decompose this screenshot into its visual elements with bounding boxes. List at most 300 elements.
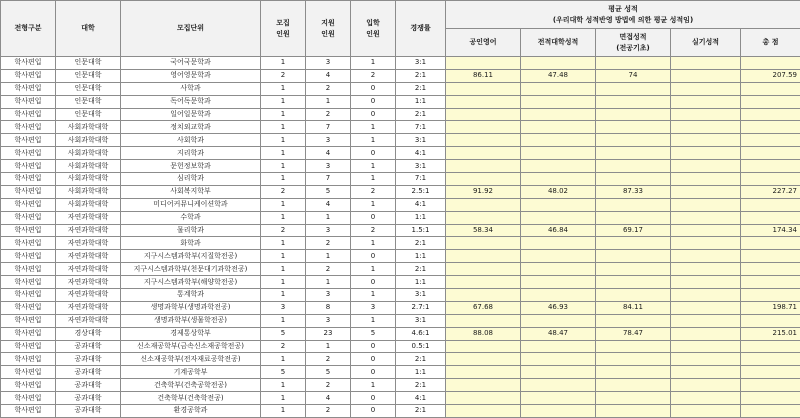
cell-unit: 물리학과 [121, 224, 261, 237]
cell-type: 학사편입 [1, 82, 56, 95]
cell-type: 학사편입 [1, 263, 56, 276]
cell-english [446, 198, 521, 211]
table-row [1, 69, 800, 82]
cell-ratio: 2:1 [396, 405, 446, 418]
table-row [1, 95, 800, 108]
cell-ratio: 2:1 [396, 108, 446, 121]
cell-english [446, 147, 521, 160]
cell-apply: 1 [306, 250, 351, 263]
cell-apply: 4 [306, 198, 351, 211]
cell-english [446, 314, 521, 327]
cell-interview [596, 108, 671, 121]
table-row [1, 121, 800, 134]
cell-unit: 지구시스템과학부(지질학전공) [121, 250, 261, 263]
cell-total [741, 108, 800, 121]
cell-practical [671, 121, 741, 134]
cell-ratio: 1:1 [396, 95, 446, 108]
cell-total [741, 250, 800, 263]
cell-admit: 1 [351, 289, 396, 302]
cell-total [741, 392, 800, 405]
cell-ratio: 2:1 [396, 69, 446, 82]
cell-unit: 지구시스템과학부(해양학전공) [121, 276, 261, 289]
cell-interview: 84.11 [596, 301, 671, 314]
cell-total: 198.71 [741, 301, 800, 314]
cell-total [741, 340, 800, 353]
cell-apply: 5 [306, 185, 351, 198]
header-ratio: 경쟁률 [396, 1, 446, 57]
cell-recruit: 1 [261, 392, 306, 405]
cell-unit: 독어독문학과 [121, 95, 261, 108]
cell-unit: 생명과학부(생명과학전공) [121, 301, 261, 314]
cell-practical [671, 57, 741, 70]
table-row [1, 314, 800, 327]
cell-total: 215.01 [741, 327, 800, 340]
cell-type: 학사편입 [1, 289, 56, 302]
cell-admit: 1 [351, 160, 396, 173]
cell-type: 학사편입 [1, 366, 56, 379]
cell-recruit: 1 [261, 198, 306, 211]
cell-apply: 7 [306, 121, 351, 134]
cell-type: 학사편입 [1, 224, 56, 237]
cell-prev-grade [521, 263, 596, 276]
cell-admit: 1 [351, 263, 396, 276]
cell-admit: 5 [351, 327, 396, 340]
cell-type: 학사편입 [1, 340, 56, 353]
cell-prev-grade [521, 353, 596, 366]
cell-interview [596, 198, 671, 211]
cell-unit: 수학과 [121, 211, 261, 224]
cell-apply: 3 [306, 314, 351, 327]
header-english: 공인영어 [446, 29, 521, 57]
cell-ratio: 3:1 [396, 314, 446, 327]
cell-english [446, 108, 521, 121]
cell-english [446, 237, 521, 250]
cell-practical [671, 185, 741, 198]
cell-admit: 0 [351, 82, 396, 95]
cell-interview [596, 289, 671, 302]
cell-college: 자연과학대학 [56, 211, 121, 224]
header-recruit: 모집 인원 [261, 1, 306, 57]
cell-apply: 3 [306, 57, 351, 70]
cell-practical [671, 108, 741, 121]
cell-recruit: 1 [261, 121, 306, 134]
cell-college: 자연과학대학 [56, 289, 121, 302]
cell-english [446, 57, 521, 70]
cell-admit: 0 [351, 95, 396, 108]
cell-unit: 생명과학부(생물학전공) [121, 314, 261, 327]
cell-practical [671, 250, 741, 263]
cell-practical [671, 95, 741, 108]
table-row [1, 353, 800, 366]
cell-college: 공과대학 [56, 379, 121, 392]
table-row [1, 301, 800, 314]
cell-admit: 0 [351, 405, 396, 418]
table-row [1, 82, 800, 95]
cell-total [741, 263, 800, 276]
table-row [1, 405, 800, 418]
cell-unit: 사회복지학부 [121, 185, 261, 198]
table-body [1, 57, 800, 418]
cell-type: 학사편입 [1, 353, 56, 366]
cell-total [741, 57, 800, 70]
cell-interview [596, 314, 671, 327]
cell-recruit: 1 [261, 237, 306, 250]
cell-unit: 심리학과 [121, 173, 261, 186]
cell-type: 학사편입 [1, 250, 56, 263]
cell-english [446, 379, 521, 392]
cell-total [741, 121, 800, 134]
cell-apply: 2 [306, 405, 351, 418]
cell-english [446, 95, 521, 108]
cell-prev-grade [521, 379, 596, 392]
cell-prev-grade [521, 173, 596, 186]
cell-interview: 78.47 [596, 327, 671, 340]
cell-recruit: 1 [261, 108, 306, 121]
cell-interview [596, 134, 671, 147]
cell-unit: 사회학과 [121, 134, 261, 147]
table-row [1, 379, 800, 392]
cell-prev-grade [521, 405, 596, 418]
cell-apply: 4 [306, 69, 351, 82]
cell-unit: 기계공학부 [121, 366, 261, 379]
cell-college: 자연과학대학 [56, 314, 121, 327]
table-row [1, 366, 800, 379]
cell-recruit: 2 [261, 340, 306, 353]
cell-practical [671, 366, 741, 379]
cell-admit: 0 [351, 108, 396, 121]
cell-interview [596, 353, 671, 366]
cell-english [446, 121, 521, 134]
header-average-subtitle: (우리대학 성적반영 방법에 의한 평균 성적임) [448, 15, 798, 26]
cell-practical [671, 276, 741, 289]
cell-total: 227.27 [741, 185, 800, 198]
cell-english [446, 82, 521, 95]
cell-english [446, 173, 521, 186]
table-row [1, 289, 800, 302]
cell-unit: 통계학과 [121, 289, 261, 302]
table-row [1, 340, 800, 353]
cell-ratio: 1:1 [396, 211, 446, 224]
header-interview: 면접성적 (전공기초) [596, 29, 671, 57]
cell-apply: 4 [306, 392, 351, 405]
cell-practical [671, 69, 741, 82]
cell-college: 인문대학 [56, 57, 121, 70]
cell-ratio: 2:1 [396, 237, 446, 250]
cell-apply: 2 [306, 263, 351, 276]
cell-college: 사회과학대학 [56, 121, 121, 134]
cell-recruit: 5 [261, 327, 306, 340]
cell-college: 자연과학대학 [56, 263, 121, 276]
cell-recruit: 1 [261, 134, 306, 147]
cell-college: 인문대학 [56, 108, 121, 121]
cell-prev-grade [521, 237, 596, 250]
cell-interview [596, 392, 671, 405]
cell-recruit: 1 [261, 405, 306, 418]
cell-college: 사회과학대학 [56, 147, 121, 160]
cell-unit: 국어국문학과 [121, 57, 261, 70]
cell-recruit: 1 [261, 173, 306, 186]
cell-type: 학사편입 [1, 185, 56, 198]
cell-recruit: 1 [261, 250, 306, 263]
cell-unit: 신소재공학부(금속신소재공학전공) [121, 340, 261, 353]
cell-admit: 0 [351, 340, 396, 353]
cell-type: 학사편입 [1, 147, 56, 160]
cell-unit: 미디어커뮤니케이션학과 [121, 198, 261, 211]
cell-ratio: 1:1 [396, 276, 446, 289]
table-row [1, 160, 800, 173]
cell-practical [671, 340, 741, 353]
cell-total [741, 353, 800, 366]
cell-prev-grade [521, 160, 596, 173]
cell-recruit: 1 [261, 314, 306, 327]
cell-ratio: 3:1 [396, 160, 446, 173]
cell-unit: 문헌정보학과 [121, 160, 261, 173]
cell-ratio: 7:1 [396, 173, 446, 186]
cell-practical [671, 198, 741, 211]
cell-total [741, 314, 800, 327]
cell-unit: 환경공학과 [121, 405, 261, 418]
cell-practical [671, 160, 741, 173]
cell-unit: 건축학부(건축공학전공) [121, 379, 261, 392]
cell-college: 인문대학 [56, 69, 121, 82]
header-unit: 모집단위 [121, 1, 261, 57]
cell-admit: 3 [351, 301, 396, 314]
cell-college: 자연과학대학 [56, 237, 121, 250]
cell-apply: 2 [306, 108, 351, 121]
cell-practical [671, 211, 741, 224]
cell-recruit: 2 [261, 224, 306, 237]
cell-apply: 2 [306, 82, 351, 95]
header-type: 전형구분 [1, 1, 56, 57]
table-row [1, 276, 800, 289]
cell-practical [671, 314, 741, 327]
cell-practical [671, 134, 741, 147]
cell-ratio: 2:1 [396, 82, 446, 95]
cell-type: 학사편입 [1, 301, 56, 314]
cell-interview [596, 57, 671, 70]
cell-prev-grade [521, 276, 596, 289]
cell-ratio: 2.5:1 [396, 185, 446, 198]
cell-total [741, 237, 800, 250]
header-average-title: 평균 성적 [448, 4, 798, 15]
cell-ratio: 3:1 [396, 289, 446, 302]
cell-admit: 2 [351, 185, 396, 198]
cell-interview [596, 379, 671, 392]
cell-english [446, 366, 521, 379]
cell-total [741, 173, 800, 186]
cell-total: 174.34 [741, 224, 800, 237]
cell-practical [671, 379, 741, 392]
cell-recruit: 1 [261, 263, 306, 276]
cell-unit: 경제통상학부 [121, 327, 261, 340]
cell-recruit: 1 [261, 160, 306, 173]
cell-unit: 지구시스템과학부(천문대기과학전공) [121, 263, 261, 276]
cell-apply: 3 [306, 224, 351, 237]
cell-apply: 2 [306, 237, 351, 250]
cell-total [741, 160, 800, 173]
cell-prev-grade [521, 198, 596, 211]
cell-type: 학사편입 [1, 69, 56, 82]
cell-college: 사회과학대학 [56, 185, 121, 198]
cell-apply: 1 [306, 276, 351, 289]
cell-admit: 0 [351, 147, 396, 160]
cell-practical [671, 263, 741, 276]
cell-college: 자연과학대학 [56, 301, 121, 314]
cell-total [741, 379, 800, 392]
cell-type: 학사편입 [1, 211, 56, 224]
cell-ratio: 3:1 [396, 134, 446, 147]
cell-ratio: 1.5:1 [396, 224, 446, 237]
cell-ratio: 2:1 [396, 379, 446, 392]
table-row [1, 237, 800, 250]
cell-total [741, 211, 800, 224]
cell-ratio: 7:1 [396, 121, 446, 134]
cell-english: 88.08 [446, 327, 521, 340]
cell-total [741, 147, 800, 160]
cell-ratio: 1:1 [396, 366, 446, 379]
cell-english: 58.34 [446, 224, 521, 237]
table-row [1, 173, 800, 186]
cell-admit: 1 [351, 237, 396, 250]
cell-type: 학사편입 [1, 198, 56, 211]
cell-recruit: 1 [261, 95, 306, 108]
cell-prev-grade [521, 121, 596, 134]
cell-unit: 일어일문학과 [121, 108, 261, 121]
cell-recruit: 1 [261, 289, 306, 302]
cell-interview [596, 121, 671, 134]
cell-interview [596, 263, 671, 276]
cell-recruit: 3 [261, 301, 306, 314]
cell-admit: 1 [351, 57, 396, 70]
cell-prev-grade [521, 289, 596, 302]
cell-type: 학사편입 [1, 160, 56, 173]
header-prev-grade: 전적대학성적 [521, 29, 596, 57]
cell-college: 자연과학대학 [56, 250, 121, 263]
header-practical: 실기성적 [671, 29, 741, 57]
cell-unit: 지리학과 [121, 147, 261, 160]
table-row [1, 134, 800, 147]
table-row [1, 185, 800, 198]
cell-prev-grade [521, 134, 596, 147]
cell-english [446, 289, 521, 302]
cell-interview: 69.17 [596, 224, 671, 237]
header-apply: 지원 인원 [306, 1, 351, 57]
cell-interview [596, 211, 671, 224]
cell-admit: 0 [351, 211, 396, 224]
cell-college: 공과대학 [56, 366, 121, 379]
cell-unit: 사학과 [121, 82, 261, 95]
cell-practical [671, 173, 741, 186]
cell-type: 학사편입 [1, 108, 56, 121]
cell-total [741, 405, 800, 418]
cell-unit: 영어영문학과 [121, 69, 261, 82]
cell-practical [671, 147, 741, 160]
cell-admit: 1 [351, 121, 396, 134]
cell-total [741, 366, 800, 379]
cell-english: 91.92 [446, 185, 521, 198]
cell-english [446, 353, 521, 366]
cell-type: 학사편입 [1, 95, 56, 108]
cell-type: 학사편입 [1, 405, 56, 418]
cell-ratio: 2:1 [396, 353, 446, 366]
cell-prev-grade [521, 340, 596, 353]
cell-apply: 2 [306, 353, 351, 366]
cell-practical [671, 289, 741, 302]
cell-admit: 1 [351, 173, 396, 186]
cell-interview [596, 340, 671, 353]
cell-interview [596, 366, 671, 379]
cell-total: 207.59 [741, 69, 800, 82]
cell-practical [671, 353, 741, 366]
cell-total [741, 276, 800, 289]
cell-practical [671, 82, 741, 95]
cell-admit: 0 [351, 250, 396, 263]
cell-college: 사회과학대학 [56, 134, 121, 147]
cell-total [741, 289, 800, 302]
cell-total [741, 134, 800, 147]
cell-practical [671, 301, 741, 314]
cell-type: 학사편입 [1, 57, 56, 70]
table-row [1, 211, 800, 224]
table-row [1, 147, 800, 160]
cell-interview [596, 276, 671, 289]
cell-recruit: 5 [261, 366, 306, 379]
table-row [1, 392, 800, 405]
header-total: 총 점 [741, 29, 800, 57]
table-row [1, 250, 800, 263]
cell-recruit: 1 [261, 379, 306, 392]
cell-college: 인문대학 [56, 95, 121, 108]
table-row [1, 327, 800, 340]
cell-prev-grade [521, 211, 596, 224]
cell-recruit: 1 [261, 147, 306, 160]
cell-prev-grade: 48.02 [521, 185, 596, 198]
cell-prev-grade: 46.84 [521, 224, 596, 237]
cell-ratio: 2.7:1 [396, 301, 446, 314]
cell-college: 사회과학대학 [56, 173, 121, 186]
table-row [1, 57, 800, 70]
cell-practical [671, 405, 741, 418]
cell-interview [596, 250, 671, 263]
cell-interview [596, 160, 671, 173]
cell-recruit: 1 [261, 211, 306, 224]
cell-type: 학사편입 [1, 173, 56, 186]
cell-apply: 1 [306, 95, 351, 108]
cell-apply: 3 [306, 160, 351, 173]
cell-prev-grade [521, 147, 596, 160]
cell-apply: 5 [306, 366, 351, 379]
cell-admit: 1 [351, 134, 396, 147]
cell-english [446, 392, 521, 405]
cell-admit: 2 [351, 69, 396, 82]
cell-admit: 1 [351, 198, 396, 211]
cell-ratio: 4:1 [396, 147, 446, 160]
cell-unit: 신소재공학부(전자재료공학전공) [121, 353, 261, 366]
cell-apply: 8 [306, 301, 351, 314]
cell-prev-grade [521, 392, 596, 405]
cell-total [741, 95, 800, 108]
cell-ratio: 3:1 [396, 57, 446, 70]
cell-admit: 1 [351, 314, 396, 327]
cell-ratio: 1:1 [396, 250, 446, 263]
cell-college: 사회과학대학 [56, 160, 121, 173]
cell-prev-grade: 47.48 [521, 69, 596, 82]
cell-admit: 0 [351, 276, 396, 289]
cell-total [741, 198, 800, 211]
table-row [1, 108, 800, 121]
cell-english: 86.11 [446, 69, 521, 82]
cell-english [446, 250, 521, 263]
